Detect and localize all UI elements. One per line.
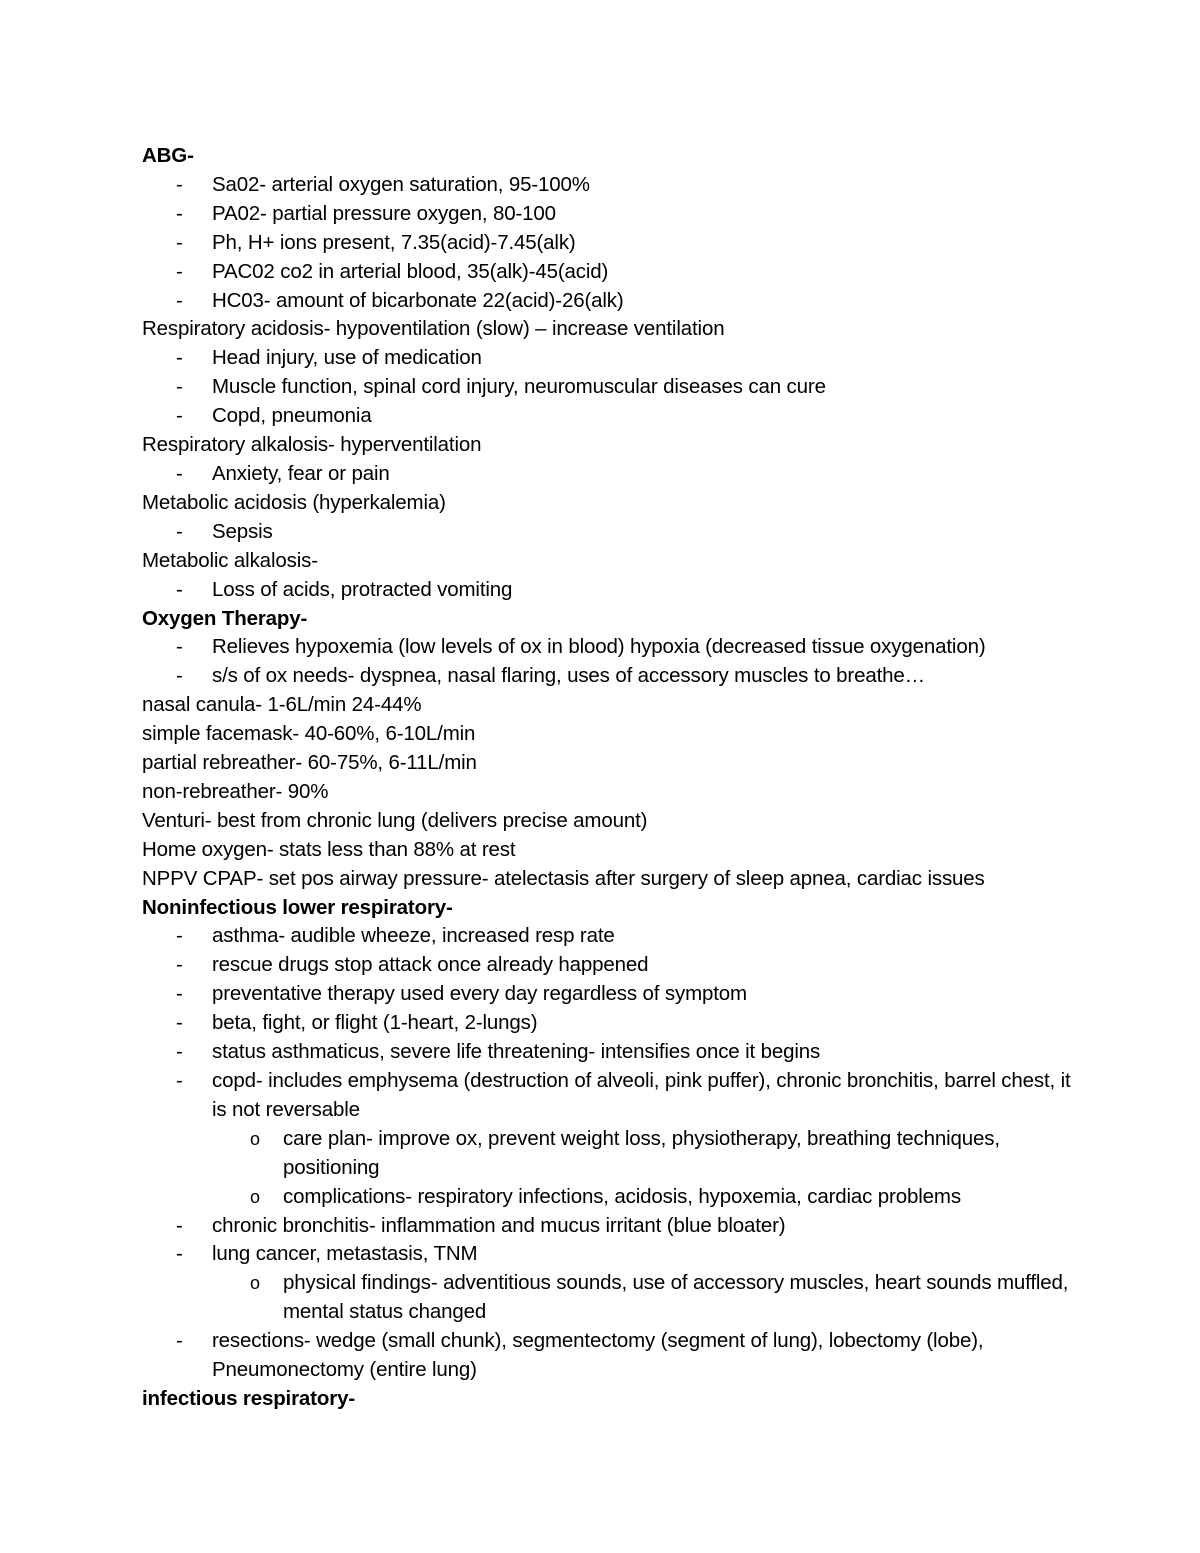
dash-bullet-icon: -: [176, 172, 183, 196]
dash-bullet-icon: -: [176, 259, 183, 283]
dash-bullet-icon: -: [176, 201, 183, 225]
line-text: complications- respiratory infections, acidosis, hypoxemia, cardiac problems: [283, 1184, 961, 1208]
note-line: [142, 807, 1082, 836]
line-text: Ph, H+ ions present, 7.35(acid)-7.45(alk): [212, 230, 576, 254]
bullet-item: [142, 922, 1082, 951]
line-text: Head injury, use of medication: [212, 346, 482, 370]
note-line: [142, 720, 1082, 749]
dash-bullet-icon: -: [176, 1242, 183, 1266]
circle-bullet-icon: o: [250, 1273, 260, 1294]
section-heading: [142, 605, 1082, 634]
note-line: [142, 431, 1082, 460]
bullet-item: [142, 1038, 1082, 1067]
bullet-item: [142, 171, 1082, 200]
line-text: lung cancer, metastasis, TNM: [212, 1242, 478, 1266]
sub-bullet-item: [142, 1125, 1082, 1183]
line-text: Sa02- arterial oxygen saturation, 95-100%: [212, 172, 590, 196]
note-line: [142, 865, 1082, 894]
dash-bullet-icon: -: [176, 230, 183, 254]
line-text: HC03- amount of bicarbonate 22(acid)-26(alk): [212, 288, 624, 312]
line-text: status asthmaticus, severe life threatening- intensifies once it begins: [212, 1040, 821, 1064]
dash-bullet-icon: -: [176, 635, 183, 659]
dash-bullet-icon: -: [176, 924, 183, 948]
dash-bullet-icon: -: [176, 1011, 183, 1035]
dash-bullet-icon: -: [176, 577, 183, 601]
dash-bullet-icon: -: [176, 953, 183, 977]
line-text: preventative therapy used every day regardless of symptom: [212, 982, 747, 1006]
bullet-item: [142, 258, 1082, 287]
line-text: physical findings- adventitious sounds, use of accessory muscles, heart sounds muffled, mental status changed: [283, 1271, 1069, 1324]
line-text: Respiratory alkalosis- hyperventilation: [142, 433, 482, 457]
line-text: resections- wedge (small chunk), segmentectomy (segment of lung), lobectomy (lobe), Pneumonectomy (entire lung): [212, 1329, 984, 1382]
line-text: Noninfectious lower respiratory-: [142, 895, 453, 919]
line-text: non-rebreather- 90%: [142, 779, 329, 803]
dash-bullet-icon: -: [176, 1329, 183, 1353]
line-text: nasal canula- 1-6L/min 24-44%: [142, 693, 422, 717]
dash-bullet-icon: -: [176, 982, 183, 1006]
note-line: [142, 547, 1082, 576]
bullet-item: [142, 518, 1082, 547]
bullet-item: [142, 662, 1082, 691]
dash-bullet-icon: -: [176, 664, 183, 688]
dash-bullet-icon: -: [176, 404, 183, 428]
sub-bullet-item: [142, 1269, 1082, 1327]
bullet-item: [142, 229, 1082, 258]
line-text: beta, fight, or flight (1-heart, 2-lungs): [212, 1011, 538, 1035]
circle-bullet-icon: o: [250, 1186, 260, 1207]
line-text: partial rebreather- 60-75%, 6-11L/min: [142, 751, 477, 775]
line-text: care plan- improve ox, prevent weight loss, physiotherapy, breathing techniques, positioning: [283, 1126, 1000, 1179]
bullet-item: [142, 402, 1082, 431]
line-text: asthma- audible wheeze, increased resp rate: [212, 924, 615, 948]
dash-bullet-icon: -: [176, 461, 183, 485]
dash-bullet-icon: -: [176, 288, 183, 312]
section-heading: [142, 894, 1082, 923]
line-text: Venturi- best from chronic lung (delivers precise amount): [142, 808, 648, 832]
document-body: [142, 142, 1082, 1414]
line-text: Anxiety, fear or pain: [212, 461, 390, 485]
line-text: Muscle function, spinal cord injury, neuromuscular diseases can cure: [212, 375, 826, 399]
line-text: Metabolic alkalosis-: [142, 548, 318, 572]
line-text: Relieves hypoxemia (low levels of ox in blood) hypoxia (decreased tissue oxygenation): [212, 635, 986, 659]
bullet-item: [142, 344, 1082, 373]
note-line: [142, 489, 1082, 518]
line-text: Respiratory acidosis- hypoventilation (slow) – increase ventilation: [142, 317, 725, 341]
note-line: [142, 691, 1082, 720]
line-text: Copd, pneumonia: [212, 404, 372, 428]
note-line: [142, 836, 1082, 865]
dash-bullet-icon: -: [176, 1069, 183, 1092]
dash-bullet-icon: -: [176, 1213, 183, 1237]
line-text: Loss of acids, protracted vomiting: [212, 577, 513, 601]
bullet-item: [142, 951, 1082, 980]
line-text: infectious respiratory-: [142, 1386, 355, 1410]
line-text: chronic bronchitis- inflammation and mucus irritant (blue bloater): [212, 1213, 786, 1237]
line-text: ABG-: [142, 144, 194, 167]
line-text: s/s of ox needs- dyspnea, nasal flaring, uses of accessory muscles to breathe…: [212, 664, 925, 688]
note-line: [142, 749, 1082, 778]
dash-bullet-icon: -: [176, 1040, 183, 1064]
dash-bullet-icon: -: [176, 375, 183, 399]
line-text: simple facemask- 40-60%, 6-10L/min: [142, 722, 476, 746]
line-text: PAC02 co2 in arterial blood, 35(alk)-45(acid): [212, 259, 609, 283]
line-text: copd- includes emphysema (destruction of alveoli, pink puffer), chronic bronchitis, barrel chest, it is not reversable: [212, 1069, 1071, 1121]
bullet-item: [142, 1212, 1082, 1241]
bullet-item: [142, 576, 1082, 605]
bullet-item: [142, 460, 1082, 489]
bullet-item: [142, 287, 1082, 316]
section-heading: [142, 1385, 1082, 1414]
line-text: NPPV CPAP- set pos airway pressure- atelectasis after surgery of sleep apnea, cardiac issues: [142, 866, 985, 890]
bullet-item: [142, 200, 1082, 229]
bullet-item: [142, 1327, 1082, 1385]
note-line: [142, 315, 1082, 344]
bullet-item: [142, 633, 1082, 662]
dash-bullet-icon: -: [176, 346, 183, 370]
note-line: [142, 778, 1082, 807]
line-text: Metabolic acidosis (hyperkalemia): [142, 490, 446, 514]
line-text: Home oxygen- stats less than 88% at rest: [142, 837, 516, 861]
line-text: Oxygen Therapy-: [142, 606, 308, 630]
line-text: Sepsis: [212, 519, 273, 543]
bullet-item: [142, 373, 1082, 402]
section-heading: [142, 142, 1082, 171]
sub-bullet-item: [142, 1183, 1082, 1212]
bullet-item: [142, 1240, 1082, 1269]
circle-bullet-icon: o: [250, 1128, 260, 1149]
dash-bullet-icon: -: [176, 519, 183, 543]
bullet-item: [142, 1067, 1082, 1125]
line-text: PA02- partial pressure oxygen, 80-100: [212, 201, 556, 225]
bullet-item: [142, 980, 1082, 1009]
bullet-item: [142, 1009, 1082, 1038]
line-text: rescue drugs stop attack once already happened: [212, 953, 649, 977]
